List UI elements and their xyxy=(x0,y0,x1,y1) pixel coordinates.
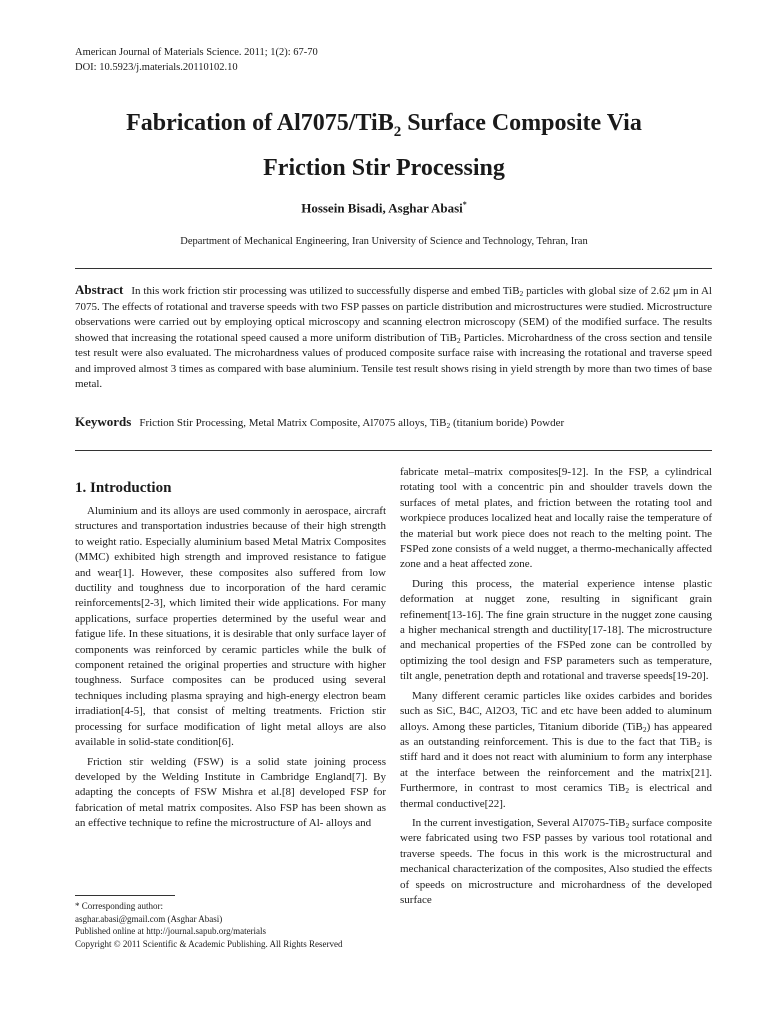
right-column xyxy=(400,465,712,908)
keywords-text-2: (titanium boride) Powder xyxy=(450,417,565,429)
ceramics-text-2: ) has appeared as an outstanding reinforcement. This is due to the fact that TiB xyxy=(400,720,712,748)
ceramics-text-3: is stiff hard and it does not react with aluminium to form any interphase at the interface between the reinforcement and the matrix[21]. Furthermore, in contrast to most ceramics TiB xyxy=(400,735,713,795)
corresponding-mark: * xyxy=(462,200,467,209)
intro-paragraph-1: Aluminium and its alloys are used commonly in aerospace, aircraft structures and transportation industries because of their high strength to weight ratio. Especially aluminium based Metal Matrix Composites (MMC) exhibited high strength and improved resistance to fatigue and wear[1]. However, these composites also suffered from low ductility and toughness due to incorporation of the hard ceramic reinforcements[2-3], which limited their wide applications. For many applications, surface properties determined by the useful wear and fatigue life. In these situations, it is desirable that only surface layer of components was reinforced by ceramic particles while the bulk of component retained the original properties and structure with higher toughness. Surface composites can be produced using several techniques including plasma spraying and high-energy electron beam irradiation[4-5], that consist of melting treatments. Friction stir processing for surface modification of light metal alloys are also available in solid-state condition[6]. xyxy=(75,505,386,749)
section-heading-introduction: 1. Introduction xyxy=(75,480,172,496)
left-column xyxy=(75,504,386,832)
abstract xyxy=(75,282,712,393)
ceramics-text-4: is electrical and thermal conductive[22]. xyxy=(400,782,712,810)
ceramics-text-1: Many different ceramic particles like oxides carbides and borides such as SiC, B4C, Al2O3, TiC and etc have been added to aluminum alloys. Among these particles, Titanium diboride (TiB xyxy=(400,689,712,733)
title-part-a: Fabrication of Al7075/TiB xyxy=(126,110,394,136)
footnote-copyright: Copyright © 2011 Scientific & Academic Publishing. All Rights Reserved xyxy=(75,938,343,949)
title-line-2: Friction Stir Processing xyxy=(263,154,505,181)
investigation-text-1: In the current investigation, Several Al7075-TiB xyxy=(412,816,626,829)
bottom-divider xyxy=(75,450,712,451)
ceramics-subscript-3: 2 xyxy=(625,786,630,796)
author-names: Hossein Bisadi, Asghar Abasi xyxy=(301,200,463,216)
footnote xyxy=(75,900,386,950)
abstract-label: Abstract xyxy=(75,282,124,297)
abstract-subscript-1: 2 xyxy=(519,289,524,298)
right-paragraph-continued: fabricate metal–matrix composites[9-12]. In the FSP, a cylindrical rotating tool with a concentric pin and shoulder travels down the surfaces of metal plates, and friction between the rotating tool and workpiece produces localized heat and locally raise the temperature of the material but work piece does not reach to the melting point. The FSPed zone consists of a weld nugget, a thermo-mechanically affected zone and a heat affected zone. xyxy=(400,466,712,571)
footnote-published[interactable]: Published online at http://journal.sapub.org/materials xyxy=(75,926,267,936)
top-divider xyxy=(75,268,712,269)
intro-paragraph-2: Friction stir welding (FSW) is a solid state joining process developed by the Welding Institute in Cambridge England[7]. By adapting the concepts of FSW Mishra et al.[8] developed FSP for fabrication of metal matrix composites. Also FSP has been shown as an effective technique to refine the microstructure of Al- alloys and xyxy=(75,755,386,830)
right-paragraph-process: During this process, the material experience intense plastic deformation at nugget zone, resulting in significant grain refinement[13-16]. The fine grain structure in the nugget zone causing a higher mechanical strength and ductility[17-18]. The microstructure and mechanical properties of the FSPed zone can be controlled by optimizing the tool design and FSP parameters such as temperature, tilt angle, penetration depth and rotational and traverse speeds[19-20]. xyxy=(400,577,712,683)
keywords-text-1: Friction Stir Processing, Metal Matrix Composite, Al7075 alloys, TiB xyxy=(139,417,447,429)
keywords-label: Keywords xyxy=(75,414,132,429)
abstract-text-2: particles with global size of 2.62 μm in Al 7075. The effects of rotational and traverse speeds with two FSP passes on particle distribution and microstructures were studied. Microstructure observations were carried out by employing optical microscopy and scanning electron microscopy (SEM) of the modified surface. The results showed that increasing the rotational speed caused a more uniform distribution of TiB xyxy=(75,285,712,344)
footnote-corresponding: * Corresponding author: xyxy=(75,901,163,911)
abstract-text-3: Particles. Microhardness of the cross section and tensile test result were also evaluated. The microhardness values of produced composite surface raise with increasing the rotational and traverse speed and improved almost 3 times as compared with base aluminium. Tensile test result shows rising in yield strength by more than two times of base metal. xyxy=(75,331,712,390)
abstract-text-1: In this work friction stir processing was utilized to successfully disperse and embed TiB xyxy=(131,285,520,297)
ceramics-subscript-2: 2 xyxy=(696,739,701,749)
paper-title xyxy=(0,105,768,186)
right-paragraph-ceramics xyxy=(400,689,712,812)
footnote-email[interactable]: asghar.abasi@gmail.com (Asghar Abasi) xyxy=(75,913,223,924)
title-subscript: 2 xyxy=(393,123,402,140)
authors xyxy=(0,200,768,216)
investigation-subscript: 2 xyxy=(625,820,630,830)
ceramics-subscript-1: 2 xyxy=(642,724,647,734)
keywords xyxy=(75,414,712,430)
footnote-divider xyxy=(75,895,175,896)
title-part-b: Surface Composite Via xyxy=(401,110,642,136)
keywords-subscript: 2 xyxy=(446,421,451,430)
right-paragraph-investigation xyxy=(400,816,712,908)
journal-citation: American Journal of Materials Science. 2011; 1(2): 67-70 xyxy=(75,47,318,58)
abstract-subscript-2: 2 xyxy=(456,335,461,345)
journal-header xyxy=(75,45,318,75)
affiliation: Department of Mechanical Engineering, Iran University of Science and Technology, Tehran, Iran xyxy=(180,236,588,247)
investigation-text-2: surface composite were fabricated using two FSP passes by various tool rotational and traverse speeds. The focus in this work is the microstructural and mechanical characterization of the composites, Also studied the effects of speeds on microstructure and microhardness of the developed surface xyxy=(400,816,713,906)
doi: DOI: 10.5923/j.materials.20110102.10 xyxy=(75,62,238,73)
